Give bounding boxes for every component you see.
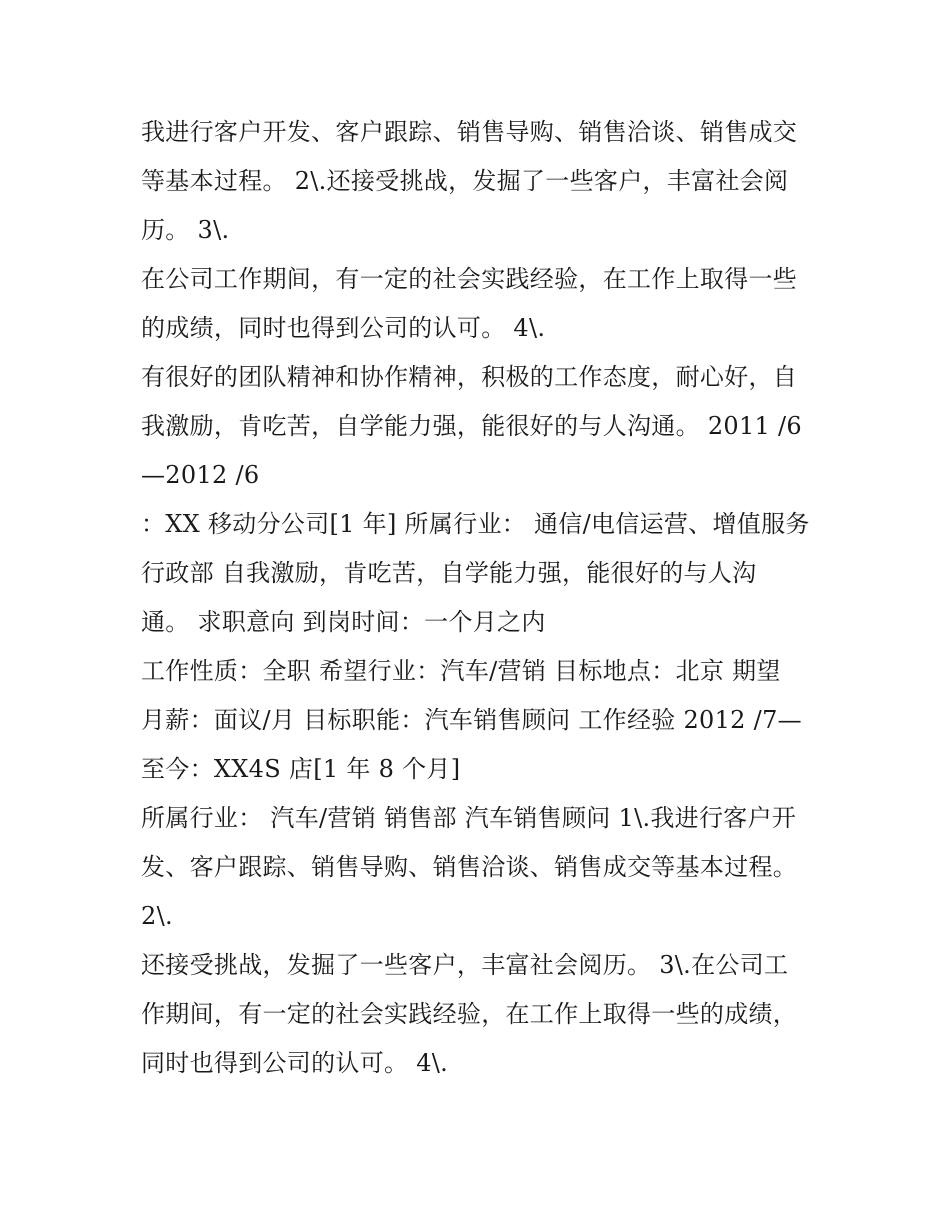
text-line: 工作性质：全职 希望行业：汽车/营销 目标地点：北京 期望 — [141, 657, 781, 685]
text-line: 通。 求职意向 到岗时间：一个月之内 — [141, 608, 546, 636]
text-line: 历。 3\. — [141, 216, 230, 244]
text-line: 发、客户跟踪、销售导购、销售洽谈、销售成交等基本过程。 — [141, 853, 798, 881]
text-line: 所属行业： 汽车/营销 销售部 汽车销售顾问 1\.我进行客户开 — [141, 804, 797, 832]
text-line: 在公司工作期间，有一定的社会实践经验，在工作上取得一些 — [141, 265, 798, 293]
text-line: 2\. — [141, 902, 173, 930]
text-line: —2012 /6 — [141, 461, 260, 489]
text-line: 至今：XX4S 店[1 年 8 个月] — [141, 755, 461, 783]
text-line: 还接受挑战，发掘了一些客户，丰富社会阅历。 3\.在公司工 — [141, 951, 789, 979]
text-line: 我激励，肯吃苦，自学能力强，能很好的与人沟通。 2011 /6 — [141, 412, 802, 440]
text-line: 我进行客户开发、客户跟踪、销售导购、销售洽谈、销售成交 — [141, 118, 798, 146]
text-line: ：XX 移动分公司[1 年] 所属行业： 通信/电信运营、增值服务 — [141, 510, 810, 538]
text-line: 作期间，有一定的社会实践经验，在工作上取得一些的成绩， — [141, 1000, 798, 1028]
text-line: 行政部 自我激励，肯吃苦，自学能力强，能很好的与人沟 — [141, 559, 757, 587]
body-text — [141, 108, 821, 1088]
text-line: 的成绩，同时也得到公司的认可。 4\. — [141, 314, 546, 342]
text-line: 同时也得到公司的认可。 4\. — [141, 1049, 449, 1077]
text-line: 等基本过程。 2\.还接受挑战，发掘了一些客户，丰富社会阅 — [141, 167, 789, 195]
text-line: 有很好的团队精神和协作精神，积极的工作态度，耐心好，自 — [141, 363, 798, 391]
text-line: 月薪：面议/月 目标职能：汽车销售顾问 工作经验 2012 /7— — [141, 706, 802, 734]
